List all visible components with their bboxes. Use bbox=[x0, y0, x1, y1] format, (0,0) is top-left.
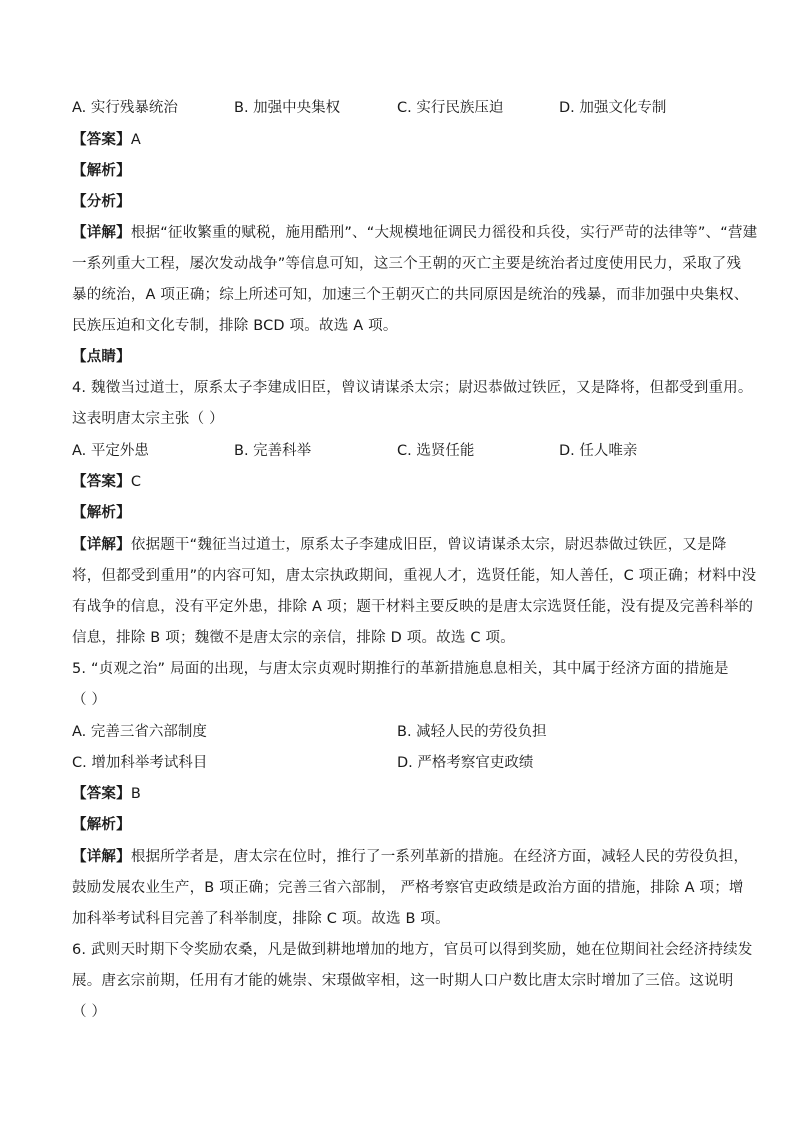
answer-value: A bbox=[130, 132, 141, 148]
q6-stem-line-1: 6. 武则天时期下令奖励农桑，凡是做到耕地增加的地方，官员可以得到奖励，她在位期间社会经济持续发 bbox=[72, 942, 753, 958]
q5-stem-line-2: （ ） bbox=[72, 692, 107, 708]
q5-answer: 【答案】B bbox=[72, 786, 141, 802]
q3-fenxi-label: 【分析】 bbox=[72, 194, 131, 210]
q3-option-d: D. 加强文化专制 bbox=[559, 100, 667, 116]
q4-detail-line-1: 【详解】依据题干“魏征当过道士，原系太子李建成旧臣，曾议请谋杀太宗，尉迟恭做过铁匠，又是降 bbox=[72, 537, 727, 553]
q5-option-d: D. 严格考察官吏政绩 bbox=[397, 755, 534, 771]
q4-detail-line-3: 有战争的信息，没有平定外患，排除 A 项；题干材料主要反映的是唐太宗选贤任能，没有提及完善科举的 bbox=[72, 599, 754, 615]
q5-detail-line-2: 鼓励发展农业生产，B 项正确；完善三省六部制， 严格考察官吏政绩是政治方面的措施，排除 A 项；增 bbox=[72, 880, 744, 896]
q4-analysis-label: 【解析】 bbox=[72, 505, 131, 521]
q5-option-c: C. 增加科举考试科目 bbox=[72, 755, 208, 771]
q5-detail-line-3: 加科举考试科目完善了科举制度，排除 C 项。故选 B 项。 bbox=[72, 911, 450, 927]
q3-answer bbox=[72, 130, 722, 150]
q3-dianjing-label: 【点睛】 bbox=[72, 349, 131, 365]
q3-option-b: B. 加强中央集权 bbox=[234, 100, 341, 116]
q6-stem-line-2: 展。唐玄宗前期，任用有才能的姚崇、宋璟做宰相，这一时期人口户数比唐太宗时增加了三倍。这说明 bbox=[72, 973, 734, 989]
q3-detail-line-4: 民族压迫和文化专制，排除 BCD 项。故选 A 项。 bbox=[72, 318, 398, 334]
q4-option-d: D. 任人唯亲 bbox=[559, 443, 638, 459]
q4-option-a: A. 平定外患 bbox=[72, 443, 149, 459]
q5-detail-line-1: 【详解】根据所学者是，唐太宗在位时，推行了一系列革新的措施。在经济方面，减轻人民的劳役负担， bbox=[72, 849, 749, 865]
q4-detail-line-4: 信息，排除 B 项；魏徵不是唐太宗的亲信，排除 D 项。故选 C 项。 bbox=[72, 630, 515, 646]
q5-option-b: B. 减轻人民的劳役负担 bbox=[397, 724, 547, 740]
q4-stem-line-2: 这表明唐太宗主张（ ） bbox=[72, 411, 224, 427]
q3-detail-line-2: 一系列重大工程，屡次发动战争”等信息可知，这三个王朝的灭亡主要是统治者过度使用民力，采取了残 bbox=[72, 256, 742, 272]
q3-analysis-label: 【解析】 bbox=[72, 163, 131, 179]
q3-detail-line-3: 暴的统治，A 项正确；综上所述可知，加速三个王朝灭亡的共同原因是统治的残暴，而非加强中央集权、 bbox=[72, 287, 749, 303]
answer-label: 【答案】 bbox=[72, 132, 131, 148]
q4-option-c: C. 选贤任能 bbox=[397, 443, 475, 459]
q5-analysis-label: 【解析】 bbox=[72, 817, 131, 833]
q4-stem-line-1: 4. 魏徵当过道士，原系太子李建成旧臣，曾议请谋杀太宗；尉迟恭做过铁匠，又是降将，但都受到重用。 bbox=[72, 380, 753, 396]
q3-option-a: A. 实行残暴统治 bbox=[72, 100, 178, 116]
q6-stem-line-3: （ ） bbox=[72, 1004, 107, 1020]
q5-stem-line-1: 5. “贞观之治” 局面的出现，与唐太宗贞观时期推行的革新措施息息相关，其中属于经济方面的措施是 bbox=[72, 661, 729, 677]
q4-detail-line-2: 将，但都受到重用”的内容可知，唐太宗执政期间，重视人才，选贤任能，知人善任，C 项正确；材料中没 bbox=[72, 568, 757, 584]
q4-answer: 【答案】C bbox=[72, 474, 142, 490]
q4-option-b: B. 完善科举 bbox=[234, 443, 312, 459]
q3-option-c: C. 实行民族压迫 bbox=[397, 100, 504, 116]
q5-option-a: A. 完善三省六部制度 bbox=[72, 724, 207, 740]
q3-detail-line-1: 【详解】根据“征收繁重的赋税，施用酷刑”、“大规模地征调民力徭役和兵役，实行严苛的法律等”、“营建 bbox=[72, 225, 758, 241]
